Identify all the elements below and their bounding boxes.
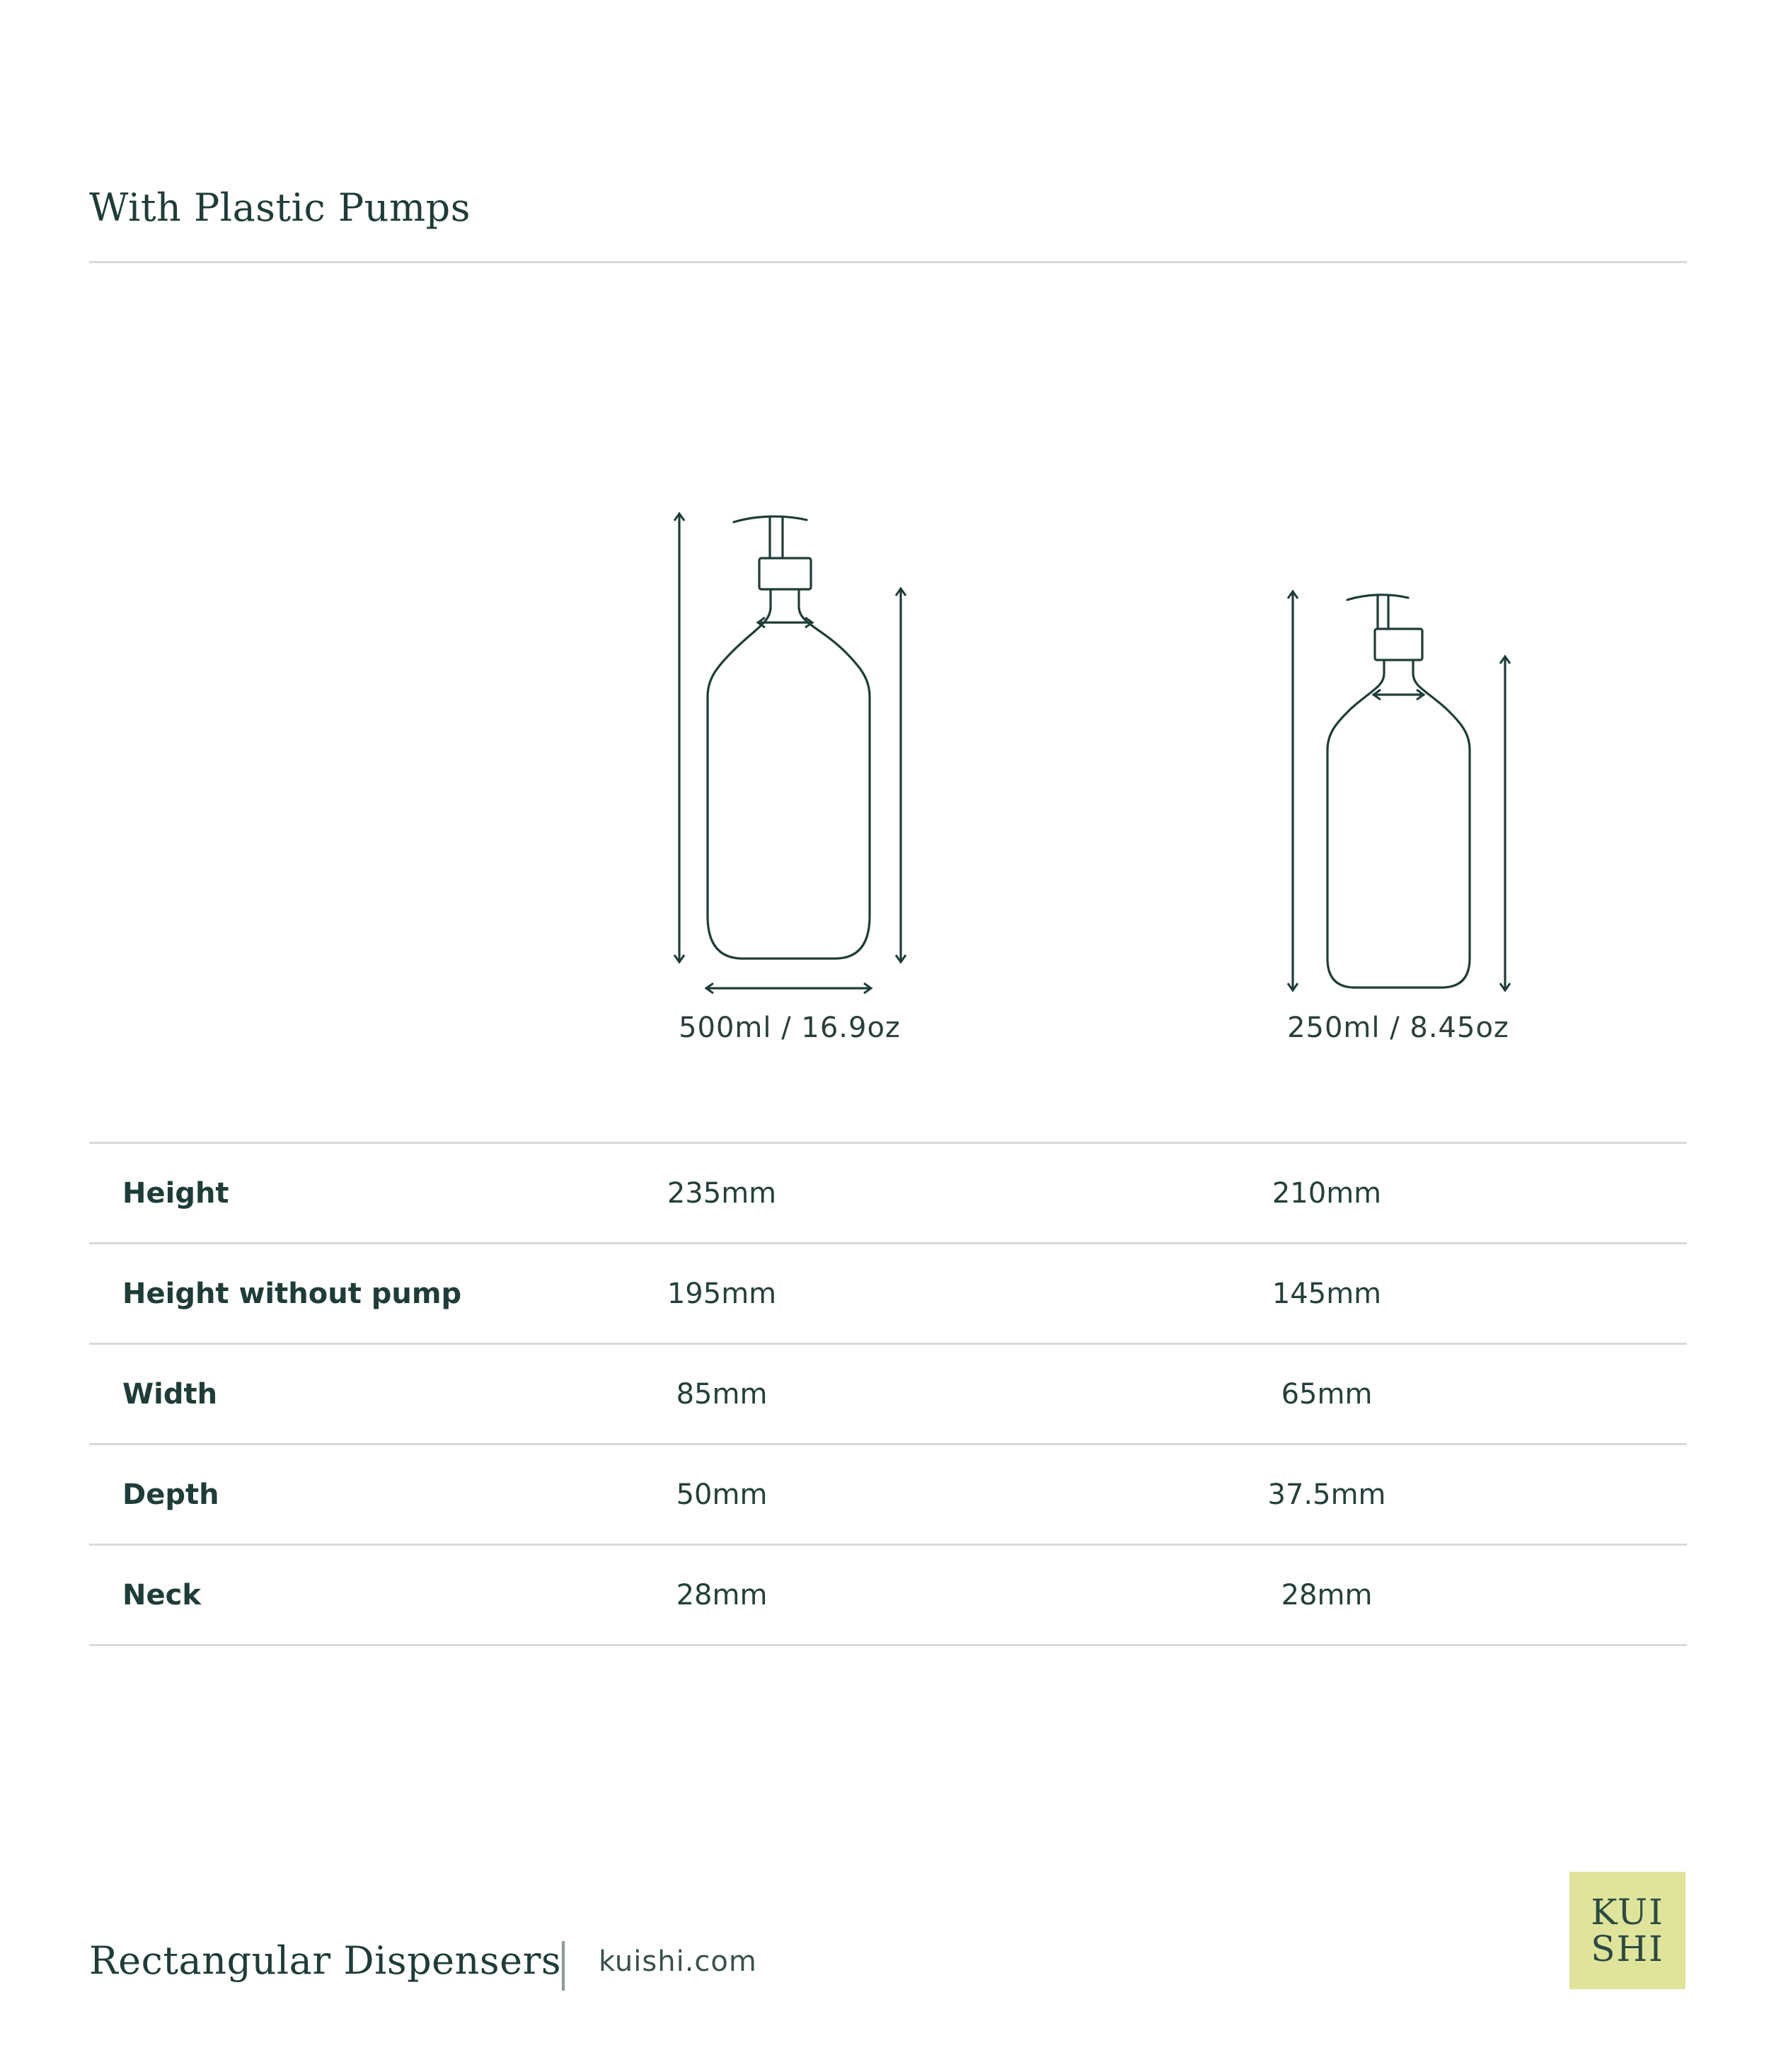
spec-label: Width xyxy=(89,1344,658,1445)
spec-value-250ml: 210mm xyxy=(1263,1143,1390,1244)
spec-value-500ml: 195mm xyxy=(658,1244,785,1344)
spec-value-250ml: 28mm xyxy=(1263,1545,1390,1645)
table-row xyxy=(89,1244,1687,1344)
bottle-500ml-caption: 500ml / 16.9oz xyxy=(679,1012,901,1044)
spec-value-500ml: 235mm xyxy=(658,1143,785,1244)
kuishi-logo xyxy=(1569,1872,1686,1989)
spec-value-250ml: 65mm xyxy=(1263,1344,1390,1445)
spec-value-500ml: 50mm xyxy=(658,1445,785,1545)
footer-url-link[interactable]: kuishi.com xyxy=(599,1945,757,1978)
table-row xyxy=(89,1344,1687,1445)
spec-label: Height without pump xyxy=(89,1244,658,1344)
spec-label: Height xyxy=(89,1143,658,1244)
table-row xyxy=(89,1445,1687,1545)
spec-label: Depth xyxy=(89,1445,658,1545)
spec-value-500ml: 85mm xyxy=(658,1344,785,1445)
page-title: With Plastic Pumps xyxy=(89,185,471,230)
footer-title: Rectangular Dispensers xyxy=(89,1938,562,1983)
footer-divider xyxy=(562,1941,565,1991)
table-row xyxy=(89,1545,1687,1645)
spec-value-250ml: 145mm xyxy=(1263,1244,1390,1344)
bottle-250ml-caption: 250ml / 8.45oz xyxy=(1287,1012,1509,1044)
spec-value-250ml: 37.5mm xyxy=(1263,1445,1390,1545)
spec-value-500ml: 28mm xyxy=(658,1545,785,1645)
bottle-250ml-icon xyxy=(1327,595,1470,988)
spec-label: Neck xyxy=(89,1545,658,1645)
table-row xyxy=(89,1143,1687,1244)
logo-line-2: SHI xyxy=(1591,1928,1664,1969)
spec-table xyxy=(89,1142,1687,1646)
logo-line-1: KUI xyxy=(1591,1892,1664,1933)
bottle-500ml-icon xyxy=(708,516,870,959)
